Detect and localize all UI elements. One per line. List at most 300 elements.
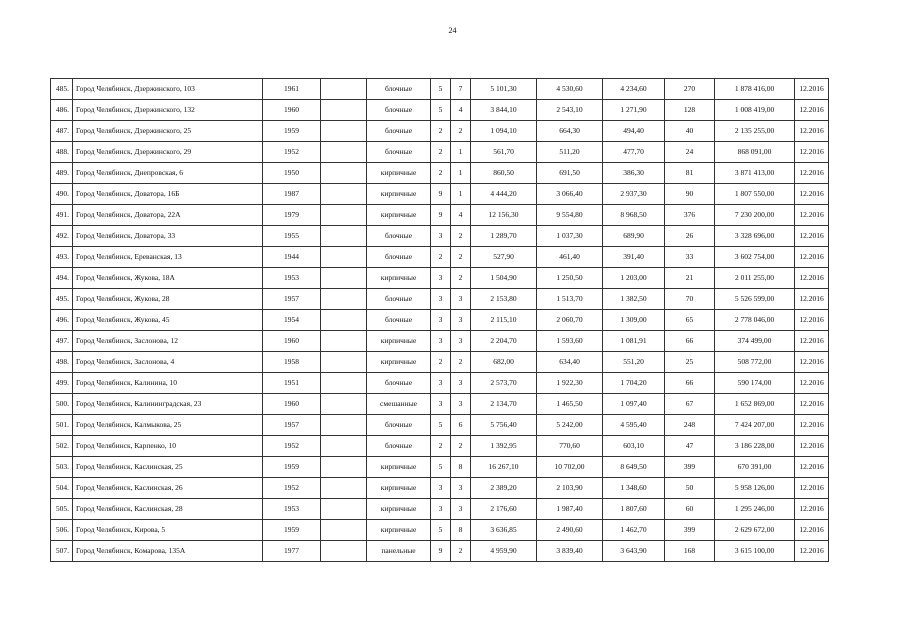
table-row xyxy=(51,436,829,457)
commissioning-year-cell xyxy=(321,373,367,394)
residents-cell: 65 xyxy=(665,310,715,331)
commissioning-year-cell xyxy=(321,205,367,226)
wall-material-cell: блочные xyxy=(367,436,431,457)
address-cell: Город Челябинск, Доватора, 16Б xyxy=(73,184,263,205)
completion-date-cell: 12.2016 xyxy=(795,163,829,184)
commissioning-year-cell xyxy=(321,394,367,415)
completion-date-cell: 12.2016 xyxy=(795,331,829,352)
table-row xyxy=(51,247,829,268)
repair-cost-cell: 3 328 696,00 xyxy=(715,226,795,247)
completion-date-cell: 12.2016 xyxy=(795,247,829,268)
floors-cell: 3 xyxy=(431,394,451,415)
residential-area-cell: 1 097,40 xyxy=(603,394,665,415)
residents-cell: 66 xyxy=(665,331,715,352)
residents-cell: 50 xyxy=(665,478,715,499)
repair-cost-cell: 2 135 255,00 xyxy=(715,121,795,142)
residential-area-cell: 386,30 xyxy=(603,163,665,184)
residents-cell: 376 xyxy=(665,205,715,226)
entrances-cell: 3 xyxy=(451,373,471,394)
residential-area-cell: 689,90 xyxy=(603,226,665,247)
entrances-cell: 2 xyxy=(451,436,471,457)
address-cell: Город Челябинск, Каслинская, 28 xyxy=(73,499,263,520)
row-number-cell: 503. xyxy=(51,457,73,478)
floors-cell: 2 xyxy=(431,352,451,373)
wall-material-cell: кирпичные xyxy=(367,352,431,373)
commissioning-year-cell xyxy=(321,520,367,541)
residential-area-cell: 8 649,50 xyxy=(603,457,665,478)
residents-cell: 248 xyxy=(665,415,715,436)
table-row xyxy=(51,142,829,163)
commissioning-year-cell xyxy=(321,247,367,268)
completion-date-cell: 12.2016 xyxy=(795,415,829,436)
repair-cost-cell: 508 772,00 xyxy=(715,352,795,373)
table-row xyxy=(51,394,829,415)
year-built-cell: 1959 xyxy=(263,121,321,142)
completion-date-cell: 12.2016 xyxy=(795,310,829,331)
wall-material-cell: кирпичные xyxy=(367,499,431,520)
floors-cell: 3 xyxy=(431,478,451,499)
year-built-cell: 1979 xyxy=(263,205,321,226)
residential-area-cell: 603,10 xyxy=(603,436,665,457)
total-area-cell: 12 156,30 xyxy=(471,205,537,226)
entrances-cell: 3 xyxy=(451,331,471,352)
commissioning-year-cell xyxy=(321,100,367,121)
entrances-cell: 1 xyxy=(451,142,471,163)
living-area-cell: 9 554,80 xyxy=(537,205,603,226)
floors-cell: 3 xyxy=(431,331,451,352)
address-cell: Город Челябинск, Кирова, 5 xyxy=(73,520,263,541)
total-area-cell: 2 134,70 xyxy=(471,394,537,415)
residential-area-cell: 2 937,30 xyxy=(603,184,665,205)
residential-area-cell: 1 704,20 xyxy=(603,373,665,394)
year-built-cell: 1952 xyxy=(263,142,321,163)
table-row xyxy=(51,268,829,289)
repair-cost-cell: 1 008 419,00 xyxy=(715,100,795,121)
entrances-cell: 3 xyxy=(451,499,471,520)
row-number-cell: 486. xyxy=(51,100,73,121)
residential-area-cell: 4 595,40 xyxy=(603,415,665,436)
year-built-cell: 1957 xyxy=(263,415,321,436)
table-row xyxy=(51,226,829,247)
address-cell: Город Челябинск, Комарова, 135А xyxy=(73,541,263,562)
residential-area-cell: 1 348,60 xyxy=(603,478,665,499)
living-area-cell: 2 103,90 xyxy=(537,478,603,499)
year-built-cell: 1961 xyxy=(263,79,321,100)
living-area-cell: 461,40 xyxy=(537,247,603,268)
wall-material-cell: блочные xyxy=(367,100,431,121)
table-row xyxy=(51,415,829,436)
repair-cost-cell: 1 807 550,00 xyxy=(715,184,795,205)
repair-cost-cell: 3 871 413,00 xyxy=(715,163,795,184)
row-number-cell: 485. xyxy=(51,79,73,100)
floors-cell: 5 xyxy=(431,79,451,100)
total-area-cell: 682,00 xyxy=(471,352,537,373)
wall-material-cell: кирпичные xyxy=(367,268,431,289)
repair-cost-cell: 2 629 672,00 xyxy=(715,520,795,541)
wall-material-cell: блочные xyxy=(367,415,431,436)
entrances-cell: 8 xyxy=(451,520,471,541)
entrances-cell: 2 xyxy=(451,541,471,562)
floors-cell: 3 xyxy=(431,499,451,520)
living-area-cell: 1 465,50 xyxy=(537,394,603,415)
entrances-cell: 4 xyxy=(451,100,471,121)
address-cell: Город Челябинск, Дзержинского, 132 xyxy=(73,100,263,121)
wall-material-cell: блочные xyxy=(367,79,431,100)
repair-cost-cell: 374 499,00 xyxy=(715,331,795,352)
residents-cell: 128 xyxy=(665,100,715,121)
completion-date-cell: 12.2016 xyxy=(795,79,829,100)
year-built-cell: 1987 xyxy=(263,184,321,205)
table-row xyxy=(51,205,829,226)
living-area-cell: 3 839,40 xyxy=(537,541,603,562)
entrances-cell: 3 xyxy=(451,478,471,499)
total-area-cell: 1 289,70 xyxy=(471,226,537,247)
residents-cell: 67 xyxy=(665,394,715,415)
residents-cell: 270 xyxy=(665,79,715,100)
living-area-cell: 634,40 xyxy=(537,352,603,373)
entrances-cell: 2 xyxy=(451,121,471,142)
residents-cell: 47 xyxy=(665,436,715,457)
commissioning-year-cell xyxy=(321,541,367,562)
table-row xyxy=(51,310,829,331)
commissioning-year-cell xyxy=(321,142,367,163)
completion-date-cell: 12.2016 xyxy=(795,457,829,478)
residents-cell: 66 xyxy=(665,373,715,394)
wall-material-cell: кирпичные xyxy=(367,163,431,184)
total-area-cell: 527,90 xyxy=(471,247,537,268)
year-built-cell: 1952 xyxy=(263,436,321,457)
entrances-cell: 2 xyxy=(451,352,471,373)
residents-cell: 81 xyxy=(665,163,715,184)
commissioning-year-cell xyxy=(321,457,367,478)
row-number-cell: 507. xyxy=(51,541,73,562)
completion-date-cell: 12.2016 xyxy=(795,436,829,457)
completion-date-cell: 12.2016 xyxy=(795,142,829,163)
residential-area-cell: 4 234,60 xyxy=(603,79,665,100)
repair-cost-cell: 5 526 599,00 xyxy=(715,289,795,310)
residents-cell: 26 xyxy=(665,226,715,247)
row-number-cell: 499. xyxy=(51,373,73,394)
floors-cell: 3 xyxy=(431,289,451,310)
completion-date-cell: 12.2016 xyxy=(795,478,829,499)
wall-material-cell: кирпичные xyxy=(367,520,431,541)
row-number-cell: 489. xyxy=(51,163,73,184)
year-built-cell: 1957 xyxy=(263,289,321,310)
wall-material-cell: блочные xyxy=(367,226,431,247)
address-cell: Город Челябинск, Днепровская, 6 xyxy=(73,163,263,184)
commissioning-year-cell xyxy=(321,289,367,310)
address-cell: Город Челябинск, Каслинская, 26 xyxy=(73,478,263,499)
wall-material-cell: кирпичные xyxy=(367,205,431,226)
row-number-cell: 494. xyxy=(51,268,73,289)
total-area-cell: 3 844,10 xyxy=(471,100,537,121)
repair-cost-cell: 590 174,00 xyxy=(715,373,795,394)
residents-cell: 60 xyxy=(665,499,715,520)
address-cell: Город Челябинск, Карпенко, 10 xyxy=(73,436,263,457)
commissioning-year-cell xyxy=(321,121,367,142)
residential-area-cell: 494,40 xyxy=(603,121,665,142)
floors-cell: 9 xyxy=(431,205,451,226)
row-number-cell: 500. xyxy=(51,394,73,415)
address-cell: Город Челябинск, Доватора, 22А xyxy=(73,205,263,226)
residential-area-cell: 1 203,00 xyxy=(603,268,665,289)
table-row xyxy=(51,478,829,499)
residents-cell: 168 xyxy=(665,541,715,562)
total-area-cell: 5 756,40 xyxy=(471,415,537,436)
living-area-cell: 770,60 xyxy=(537,436,603,457)
repair-cost-cell: 670 391,00 xyxy=(715,457,795,478)
table-row xyxy=(51,373,829,394)
living-area-cell: 2 490,60 xyxy=(537,520,603,541)
row-number-cell: 496. xyxy=(51,310,73,331)
repair-cost-cell: 1 295 246,00 xyxy=(715,499,795,520)
repair-cost-cell: 3 602 754,00 xyxy=(715,247,795,268)
residential-area-cell: 1 309,00 xyxy=(603,310,665,331)
table-row xyxy=(51,520,829,541)
entrances-cell: 6 xyxy=(451,415,471,436)
entrances-cell: 1 xyxy=(451,163,471,184)
living-area-cell: 4 530,60 xyxy=(537,79,603,100)
row-number-cell: 498. xyxy=(51,352,73,373)
year-built-cell: 1959 xyxy=(263,520,321,541)
row-number-cell: 488. xyxy=(51,142,73,163)
completion-date-cell: 12.2016 xyxy=(795,352,829,373)
repair-cost-cell: 7 230 200,00 xyxy=(715,205,795,226)
entrances-cell: 2 xyxy=(451,226,471,247)
floors-cell: 2 xyxy=(431,142,451,163)
total-area-cell: 2 389,20 xyxy=(471,478,537,499)
commissioning-year-cell xyxy=(321,415,367,436)
row-number-cell: 502. xyxy=(51,436,73,457)
year-built-cell: 1952 xyxy=(263,478,321,499)
residential-area-cell: 3 643,90 xyxy=(603,541,665,562)
entrances-cell: 8 xyxy=(451,457,471,478)
total-area-cell: 2 153,80 xyxy=(471,289,537,310)
floors-cell: 9 xyxy=(431,541,451,562)
living-area-cell: 3 066,40 xyxy=(537,184,603,205)
completion-date-cell: 12.2016 xyxy=(795,121,829,142)
living-area-cell: 511,20 xyxy=(537,142,603,163)
table-row xyxy=(51,352,829,373)
residents-cell: 25 xyxy=(665,352,715,373)
total-area-cell: 860,50 xyxy=(471,163,537,184)
wall-material-cell: блочные xyxy=(367,121,431,142)
floors-cell: 5 xyxy=(431,520,451,541)
total-area-cell: 561,70 xyxy=(471,142,537,163)
total-area-cell: 1 392,95 xyxy=(471,436,537,457)
commissioning-year-cell xyxy=(321,436,367,457)
living-area-cell: 1 593,60 xyxy=(537,331,603,352)
commissioning-year-cell xyxy=(321,478,367,499)
row-number-cell: 501. xyxy=(51,415,73,436)
table-row xyxy=(51,79,829,100)
row-number-cell: 492. xyxy=(51,226,73,247)
living-area-cell: 1 513,70 xyxy=(537,289,603,310)
address-cell: Город Челябинск, Жукова, 28 xyxy=(73,289,263,310)
residential-area-cell: 551,20 xyxy=(603,352,665,373)
commissioning-year-cell xyxy=(321,268,367,289)
table-row xyxy=(51,499,829,520)
floors-cell: 5 xyxy=(431,100,451,121)
floors-cell: 3 xyxy=(431,226,451,247)
row-number-cell: 490. xyxy=(51,184,73,205)
row-number-cell: 495. xyxy=(51,289,73,310)
total-area-cell: 16 267,10 xyxy=(471,457,537,478)
row-number-cell: 493. xyxy=(51,247,73,268)
completion-date-cell: 12.2016 xyxy=(795,205,829,226)
table-row xyxy=(51,457,829,478)
row-number-cell: 491. xyxy=(51,205,73,226)
entrances-cell: 1 xyxy=(451,184,471,205)
repair-cost-cell: 3 615 100,00 xyxy=(715,541,795,562)
residents-cell: 90 xyxy=(665,184,715,205)
year-built-cell: 1953 xyxy=(263,268,321,289)
row-number-cell: 487. xyxy=(51,121,73,142)
living-area-cell: 1 037,30 xyxy=(537,226,603,247)
table-row xyxy=(51,331,829,352)
floors-cell: 9 xyxy=(431,184,451,205)
floors-cell: 3 xyxy=(431,268,451,289)
wall-material-cell: блочные xyxy=(367,142,431,163)
floors-cell: 2 xyxy=(431,247,451,268)
table-row xyxy=(51,184,829,205)
wall-material-cell: смешанные xyxy=(367,394,431,415)
row-number-cell: 497. xyxy=(51,331,73,352)
total-area-cell: 1 504,90 xyxy=(471,268,537,289)
repair-cost-cell: 7 424 207,00 xyxy=(715,415,795,436)
residential-area-cell: 1 271,90 xyxy=(603,100,665,121)
repair-cost-cell: 1 652 869,00 xyxy=(715,394,795,415)
table-row xyxy=(51,289,829,310)
registry-table-body xyxy=(51,79,829,562)
floors-cell: 5 xyxy=(431,415,451,436)
residents-cell: 24 xyxy=(665,142,715,163)
entrances-cell: 7 xyxy=(451,79,471,100)
row-number-cell: 506. xyxy=(51,520,73,541)
repair-cost-cell: 3 186 228,00 xyxy=(715,436,795,457)
address-cell: Город Челябинск, Жукова, 18А xyxy=(73,268,263,289)
wall-material-cell: кирпичные xyxy=(367,184,431,205)
repair-cost-cell: 2 778 046,00 xyxy=(715,310,795,331)
commissioning-year-cell xyxy=(321,226,367,247)
wall-material-cell: кирпичные xyxy=(367,478,431,499)
year-built-cell: 1953 xyxy=(263,499,321,520)
commissioning-year-cell xyxy=(321,352,367,373)
entrances-cell: 3 xyxy=(451,310,471,331)
residents-cell: 33 xyxy=(665,247,715,268)
commissioning-year-cell xyxy=(321,184,367,205)
completion-date-cell: 12.2016 xyxy=(795,100,829,121)
table-row xyxy=(51,541,829,562)
residents-cell: 70 xyxy=(665,289,715,310)
entrances-cell: 4 xyxy=(451,205,471,226)
entrances-cell: 2 xyxy=(451,268,471,289)
table-row xyxy=(51,121,829,142)
total-area-cell: 3 636,85 xyxy=(471,520,537,541)
address-cell: Город Челябинск, Дзержинского, 29 xyxy=(73,142,263,163)
residential-area-cell: 1 462,70 xyxy=(603,520,665,541)
completion-date-cell: 12.2016 xyxy=(795,289,829,310)
total-area-cell: 2 573,70 xyxy=(471,373,537,394)
total-area-cell: 2 115,10 xyxy=(471,310,537,331)
residential-area-cell: 1 807,60 xyxy=(603,499,665,520)
repair-cost-cell: 1 878 416,00 xyxy=(715,79,795,100)
residential-area-cell: 1 081,91 xyxy=(603,331,665,352)
year-built-cell: 1960 xyxy=(263,394,321,415)
floors-cell: 2 xyxy=(431,436,451,457)
living-area-cell: 2 060,70 xyxy=(537,310,603,331)
total-area-cell: 4 444,20 xyxy=(471,184,537,205)
entrances-cell: 2 xyxy=(451,247,471,268)
year-built-cell: 1955 xyxy=(263,226,321,247)
year-built-cell: 1950 xyxy=(263,163,321,184)
residential-area-cell: 477,70 xyxy=(603,142,665,163)
completion-date-cell: 12.2016 xyxy=(795,499,829,520)
total-area-cell: 2 176,60 xyxy=(471,499,537,520)
wall-material-cell: блочные xyxy=(367,310,431,331)
living-area-cell: 10 702,00 xyxy=(537,457,603,478)
living-area-cell: 1 922,30 xyxy=(537,373,603,394)
completion-date-cell: 12.2016 xyxy=(795,520,829,541)
total-area-cell: 4 959,90 xyxy=(471,541,537,562)
residential-area-cell: 8 968,50 xyxy=(603,205,665,226)
year-built-cell: 1960 xyxy=(263,100,321,121)
wall-material-cell: блочные xyxy=(367,373,431,394)
total-area-cell: 1 094,10 xyxy=(471,121,537,142)
residents-cell: 399 xyxy=(665,520,715,541)
year-built-cell: 1958 xyxy=(263,352,321,373)
year-built-cell: 1954 xyxy=(263,310,321,331)
total-area-cell: 5 101,30 xyxy=(471,79,537,100)
living-area-cell: 1 987,40 xyxy=(537,499,603,520)
living-area-cell: 664,30 xyxy=(537,121,603,142)
address-cell: Город Челябинск, Доватора, 33 xyxy=(73,226,263,247)
table-row xyxy=(51,163,829,184)
row-number-cell: 505. xyxy=(51,499,73,520)
floors-cell: 3 xyxy=(431,373,451,394)
page-number: 24 xyxy=(448,26,457,35)
wall-material-cell: блочные xyxy=(367,289,431,310)
address-cell: Город Челябинск, Калинина, 10 xyxy=(73,373,263,394)
building-registry-table xyxy=(50,78,829,562)
residents-cell: 40 xyxy=(665,121,715,142)
entrances-cell: 3 xyxy=(451,394,471,415)
completion-date-cell: 12.2016 xyxy=(795,184,829,205)
address-cell: Город Челябинск, Заслонова, 12 xyxy=(73,331,263,352)
completion-date-cell: 12.2016 xyxy=(795,394,829,415)
residents-cell: 399 xyxy=(665,457,715,478)
year-built-cell: 1944 xyxy=(263,247,321,268)
total-area-cell: 2 204,70 xyxy=(471,331,537,352)
commissioning-year-cell xyxy=(321,499,367,520)
residential-area-cell: 1 382,50 xyxy=(603,289,665,310)
floors-cell: 3 xyxy=(431,310,451,331)
living-area-cell: 2 543,10 xyxy=(537,100,603,121)
completion-date-cell: 12.2016 xyxy=(795,268,829,289)
completion-date-cell: 12.2016 xyxy=(795,541,829,562)
residents-cell: 21 xyxy=(665,268,715,289)
table-row xyxy=(51,100,829,121)
year-built-cell: 1959 xyxy=(263,457,321,478)
address-cell: Город Челябинск, Ереванская, 13 xyxy=(73,247,263,268)
commissioning-year-cell xyxy=(321,163,367,184)
living-area-cell: 1 250,50 xyxy=(537,268,603,289)
address-cell: Город Челябинск, Калмыкова, 25 xyxy=(73,415,263,436)
residential-area-cell: 391,40 xyxy=(603,247,665,268)
address-cell: Город Челябинск, Дзержинского, 103 xyxy=(73,79,263,100)
floors-cell: 2 xyxy=(431,163,451,184)
wall-material-cell: кирпичные xyxy=(367,331,431,352)
